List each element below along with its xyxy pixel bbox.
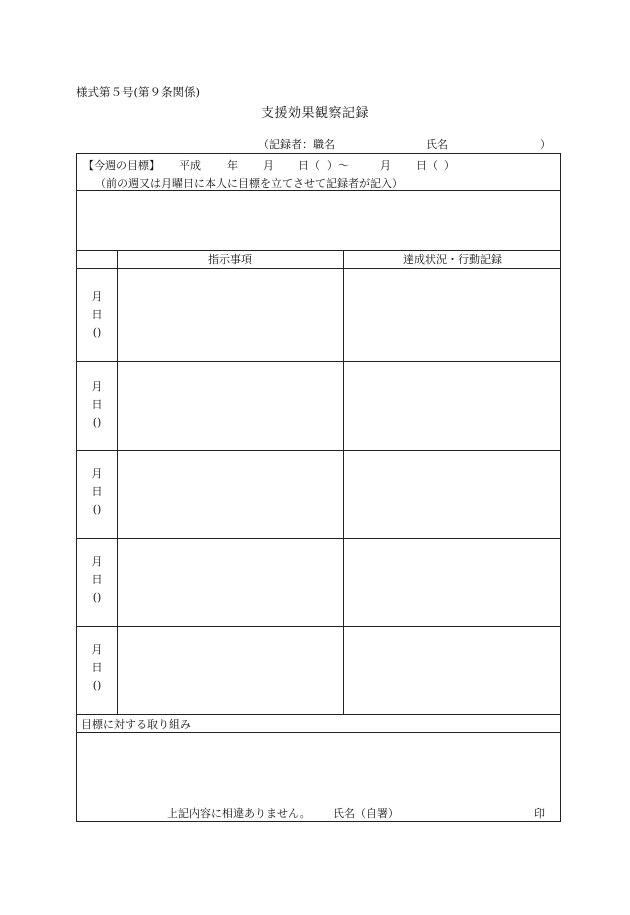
weekly-goal-note: （前の週又は月曜日に本人に目標を立てさせて記録者が記入） <box>95 177 403 190</box>
day-cell <box>77 465 117 519</box>
goal-divider <box>77 190 560 191</box>
efforts-rule <box>77 732 560 733</box>
day-column-rule <box>117 250 118 714</box>
day-label: 日 <box>91 398 103 411</box>
confirmation-statement: 上記内容に相違ありません。 <box>167 807 311 820</box>
day-cell <box>77 288 117 342</box>
day-label: 日 <box>91 573 103 586</box>
month-label: 月 <box>91 643 103 656</box>
era-label: 平成 <box>179 159 201 172</box>
column-header-instructions: 指示事項 <box>208 253 252 266</box>
record-column-rule <box>343 250 344 714</box>
table-bottom-rule <box>77 714 560 715</box>
recorder-name-label: 氏名 <box>426 138 448 151</box>
row-divider <box>77 538 560 539</box>
weekday-paren: ）〜 <box>327 159 349 172</box>
row-divider <box>77 361 560 362</box>
day-label: 日 <box>91 308 103 321</box>
record-form <box>76 153 561 822</box>
recorder-open: （記録者：職名 <box>258 138 335 151</box>
column-header-achievement: 達成状況・行動記録 <box>403 253 502 266</box>
weekday-label: () <box>92 679 102 692</box>
day-label: 日（ <box>298 159 320 172</box>
weekly-goal-label: 【今週の目標】 <box>83 159 160 172</box>
weekday-label: () <box>92 591 102 604</box>
month-label: 月 <box>91 555 103 568</box>
month-label: 月 <box>91 290 103 303</box>
row-divider <box>77 450 560 451</box>
day-label: 日 <box>91 485 103 498</box>
month-label: 月 <box>91 380 103 393</box>
weekday-label: () <box>92 503 102 516</box>
day-label: 日 <box>91 661 103 674</box>
month-label-2: 月 <box>380 159 391 172</box>
signature-label: 氏名（自署） <box>333 807 399 820</box>
weekday-paren-2: ） <box>444 159 455 172</box>
day-label-2: 日（ <box>416 159 438 172</box>
document-title: 支援効果観察記録 <box>260 106 369 121</box>
year-label: 年 <box>227 159 238 172</box>
day-cell <box>77 641 117 695</box>
month-label: 月 <box>263 159 274 172</box>
efforts-label: 目標に対する取り組み <box>81 718 191 731</box>
table-header-rule <box>77 268 560 269</box>
day-cell <box>77 378 117 432</box>
recorder-close: ） <box>540 138 551 151</box>
weekday-label: () <box>92 326 102 339</box>
weekday-label: () <box>92 416 102 429</box>
seal-mark: 印 <box>534 807 545 820</box>
month-label: 月 <box>91 467 103 480</box>
row-divider <box>77 626 560 627</box>
day-cell <box>77 553 117 607</box>
form-number: 様式第５号(第９条関係) <box>76 85 200 99</box>
